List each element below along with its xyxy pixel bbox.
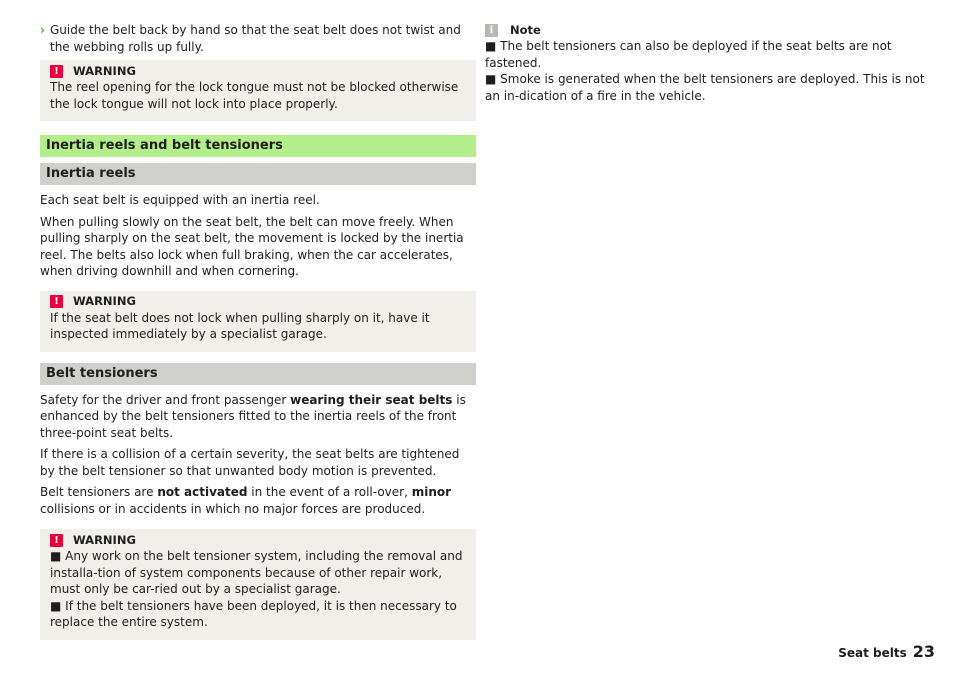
paragraph: When pulling slowly on the seat belt, the belt can move freely. When pulling sharply on the seat belt, the movement is locked by the inertia reel. The belts also lock when full braking, when the car accelerates, when driving downhill and when cornering. <box>40 214 464 278</box>
note-title: Note <box>510 22 541 37</box>
warning-text: If the seat belt does not lock when pulling sharply on it, have it inspected immediately by a specialist garage. <box>50 310 430 341</box>
footer-section-name: Seat belts <box>838 646 907 660</box>
warning-box-lock-tongue <box>40 60 476 121</box>
warning-text: The reel opening for the lock tongue must not be blocked otherwise the lock tongue will not lock into place properly. <box>50 80 459 111</box>
warning-box-system-work <box>40 529 476 640</box>
note-list-item: ■ The belt tensioners can also be deployed if the seat belts are not fastened. <box>485 39 892 70</box>
list-bullet-icon: ■ <box>50 598 62 613</box>
info-icon: i <box>485 24 498 37</box>
paragraph: Each seat belt is equipped with an inertia reel. <box>40 193 320 207</box>
right-column <box>485 0 935 104</box>
warning-icon: ! <box>50 295 63 308</box>
warning-title: WARNING <box>73 63 136 78</box>
note-list-item: ■ Smoke is generated when the belt tensioners are deployed. This is not an in-dication of a fire in the vehicle. <box>485 72 925 103</box>
warning-list-item: ■ If the belt tensioners have been deployed, it is then necessary to replace the entire system. <box>50 598 457 629</box>
warning-title: WARNING <box>73 532 136 547</box>
paragraph: Belt tensioners are not activated in the event of a roll-over, minor collisions or in accidents in which no major forces are produced. <box>40 485 452 516</box>
section-heading: Inertia reels and belt tensioners <box>40 135 476 157</box>
warning-icon: ! <box>50 534 63 547</box>
paragraph: If there is a collision of a certain severity, the seat belts are tightened by the belt tensioner so that unwanted body motion is prevented. <box>40 447 460 478</box>
warning-box-inspection <box>40 291 476 352</box>
page-number: 23 <box>912 642 935 661</box>
subheading-belt-tensioners: Belt tensioners <box>40 363 476 385</box>
list-bullet-icon: ■ <box>50 549 62 563</box>
left-column <box>40 0 476 640</box>
step-text: Guide the belt back by hand so that the seat belt does not twist and the webbing rolls up fully. <box>50 23 461 54</box>
chevron-right-icon: › <box>40 23 45 37</box>
step-instruction <box>40 22 476 55</box>
warning-list-item: ■ Any work on the belt tensioner system, including the removal and installa-tion of system components because of other repair work, must only be car-ried out by a specialist garage. <box>50 549 463 596</box>
list-bullet-icon: ■ <box>485 72 497 86</box>
list-bullet-icon: ■ <box>485 39 497 53</box>
paragraph: Safety for the driver and front passenger wearing their seat belts is enhanced by the belt tensioners fitted to the inertia reels of the front three-point seat belts. <box>40 392 466 440</box>
note-header <box>485 22 935 38</box>
page-footer <box>838 644 935 662</box>
warning-icon: ! <box>50 65 63 78</box>
warning-title: WARNING <box>73 294 136 309</box>
subheading-inertia-reels: Inertia reels <box>40 163 476 185</box>
